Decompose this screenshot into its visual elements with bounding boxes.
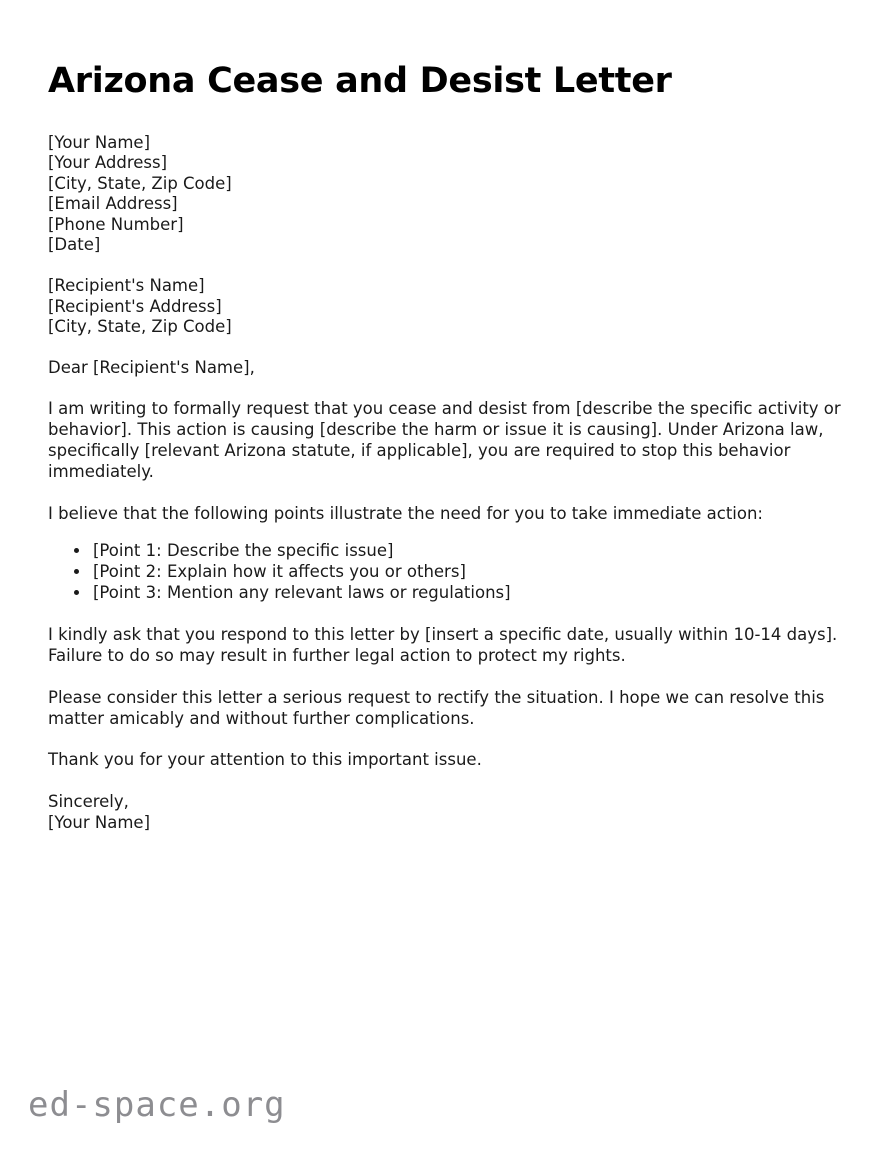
site-watermark: ed-space.org — [28, 1085, 286, 1125]
closing-paragraph-3: Thank you for your attention to this important issue. — [48, 750, 482, 770]
letter-content — [48, 0, 848, 834]
signature-block — [48, 792, 848, 833]
body-paragraph-2: I believe that the following points illustrate the need for you to take immediate action: — [48, 504, 763, 524]
sender-address-block — [48, 133, 848, 257]
sender-line-name: [Your Name] — [48, 132, 151, 152]
sender-line-phone: [Phone Number] — [48, 214, 184, 234]
recipient-address-block — [48, 276, 848, 338]
sender-line-email: [Email Address] — [48, 194, 178, 214]
list-item: • [Point 2: Explain how it affects you or others] — [91, 562, 848, 583]
body-paragraph-1: I am writing to formally request that you cease and desist from [describe the specific activity or behavior]. This action is causing [describe the harm or issue it is causing]. Under Arizona law, specifically [relevant Arizona statute, if applicable], you are required to stop this behavior immediately. — [48, 399, 841, 482]
sender-line-address: [Your Address] — [48, 153, 168, 173]
sender-line-date: [Date] — [48, 235, 101, 255]
sender-line-city: [City, State, Zip Code] — [48, 173, 232, 193]
recipient-line-address: [Recipient's Address] — [48, 296, 222, 316]
points-list — [48, 541, 848, 603]
closing-paragraph-1: I kindly ask that you respond to this letter by [insert a specific date, usually within 10-14 days]. Failure to do so may result in further legal action to protect my rights. — [48, 624, 838, 665]
closing-paragraph-2: Please consider this letter a serious request to rectify the situation. I hope we can resolve this matter amicably and without further complications. — [48, 687, 825, 728]
recipient-line-city: [City, State, Zip Code] — [48, 317, 232, 337]
list-item: • [Point 1: Describe the specific issue] — [91, 541, 848, 562]
page-title: Arizona Cease and Desist Letter — [48, 61, 672, 101]
salutation: Dear [Recipient's Name], — [48, 357, 255, 377]
list-item: • [Point 3: Mention any relevant laws or regulations] — [91, 583, 848, 604]
recipient-line-name: [Recipient's Name] — [48, 276, 205, 296]
signature-closing: Sincerely, — [48, 792, 129, 812]
signature-name: [Your Name] — [48, 812, 151, 832]
